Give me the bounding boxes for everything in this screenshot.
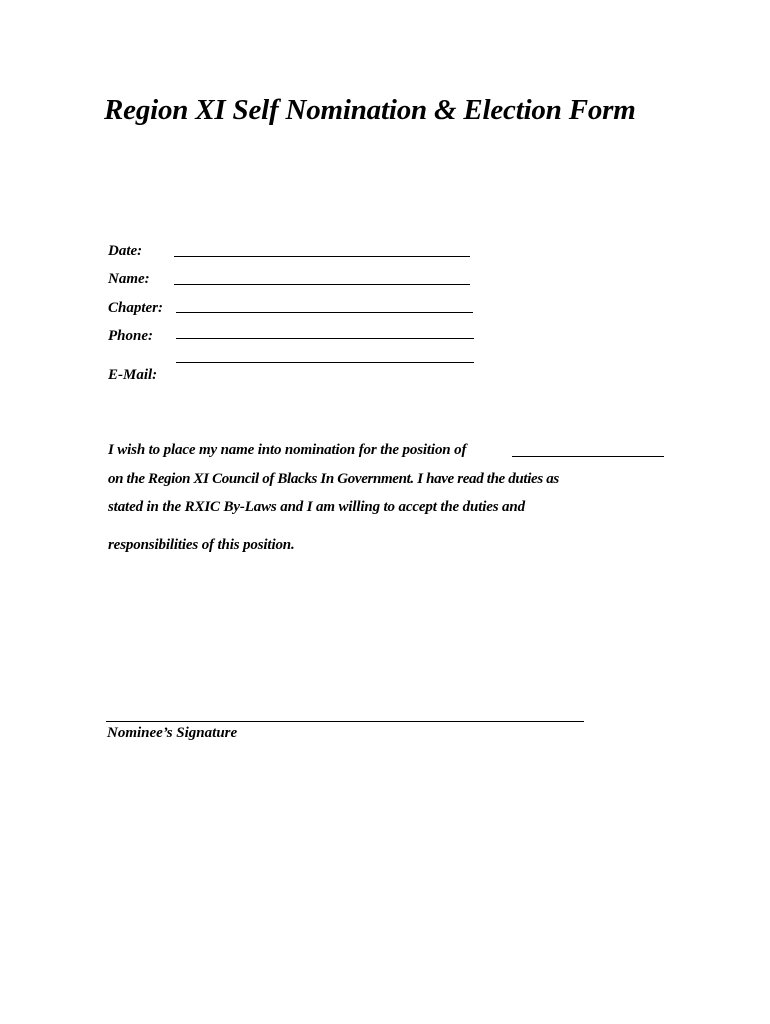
phone-field[interactable]	[176, 338, 474, 339]
statement-line-4: responsibilities of this position.	[108, 537, 295, 553]
date-field[interactable]	[174, 256, 470, 257]
signature-label: Nominee’s Signature	[107, 725, 238, 741]
position-field[interactable]	[512, 456, 664, 457]
phone-label: Phone:	[108, 328, 153, 344]
signature-field[interactable]	[106, 721, 584, 722]
statement-line-2: on the Region XI Council of Blacks In Government. I have read the duties as	[108, 471, 559, 487]
page-title: Region XI Self Nomination & Election Form	[104, 94, 636, 126]
email-field[interactable]	[176, 362, 474, 363]
chapter-label: Chapter:	[108, 300, 164, 316]
name-label: Name:	[108, 271, 150, 287]
statement-line-3: stated in the RXIC By-Laws and I am willing to accept the duties and	[108, 499, 525, 515]
date-label: Date:	[108, 243, 143, 259]
statement-line-1: I wish to place my name into nomination for the position of	[108, 442, 467, 458]
name-field[interactable]	[174, 284, 470, 285]
email-label: E-Mail:	[108, 367, 158, 383]
chapter-field[interactable]	[176, 312, 473, 313]
